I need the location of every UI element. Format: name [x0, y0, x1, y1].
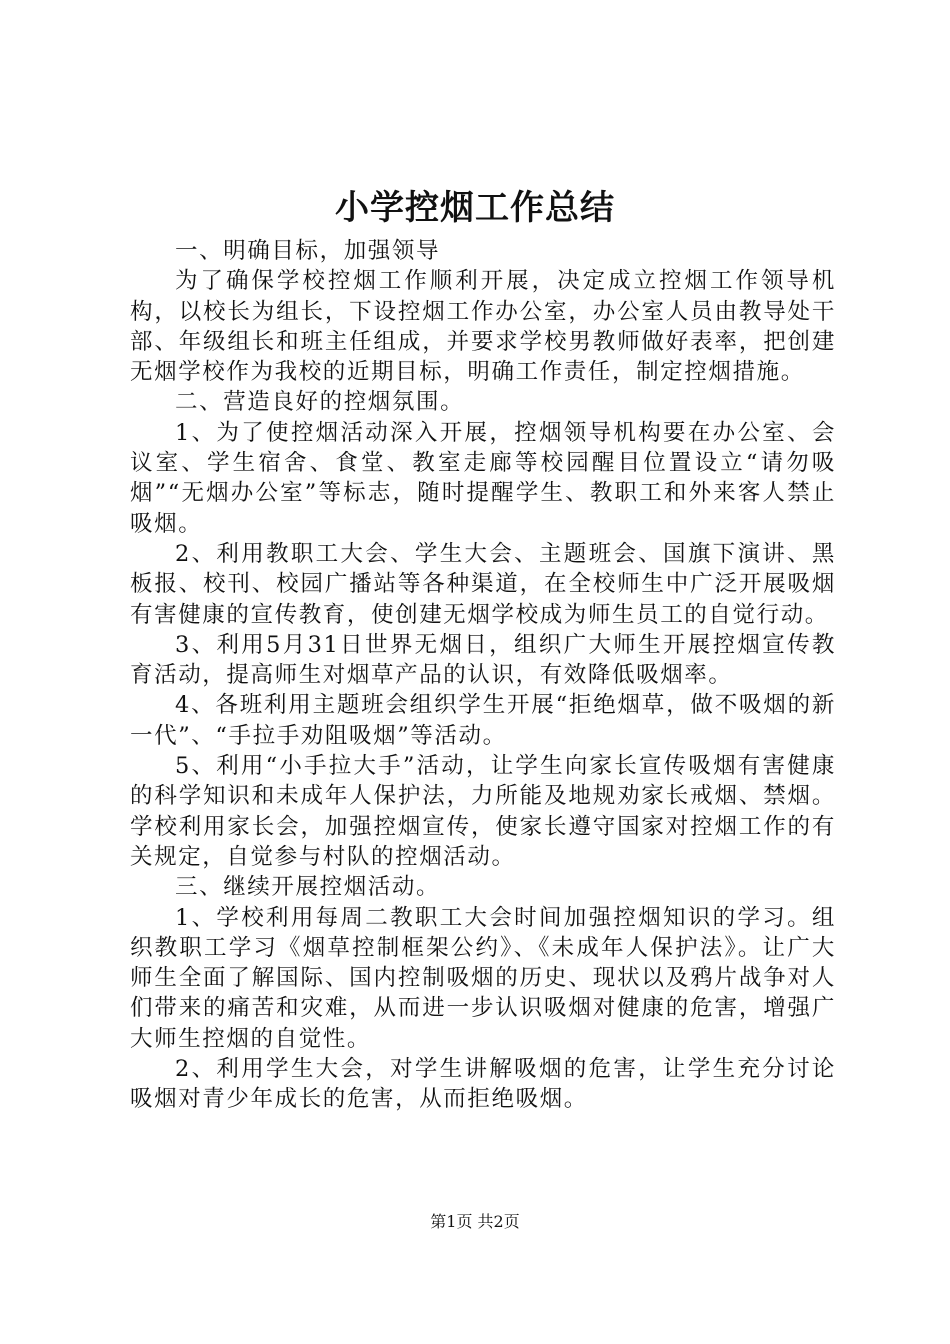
section-heading-1: 一、明确目标，加强领导	[175, 238, 441, 264]
paragraph-3-1: 1、学校利用每周二教职工大会时间加强控烟知识的学习。组织教职工学习《烟草控制框架公约》、《未成年人保护法》。让广大师生全面了解国际、国内控制吸烟的历史、现状以及鸦片战争对人们带来的痛苦和灾难，从而进一步认识吸烟对健康的危害，增强广大师生控烟的自觉性。	[130, 904, 836, 1052]
document-title: 小学控烟工作总结	[335, 188, 615, 228]
page-footer: 第1页 共2页	[430, 1212, 520, 1231]
paragraph-2-3: 3、利用5月31日世界无烟日，组织广大师生开展控烟宣传教育活动，提高师生对烟草产品的认识，有效降低吸烟率。	[130, 631, 836, 689]
paragraph-1: 为了确保学校控烟工作顺利开展，决定成立控烟工作领导机构，以校长为组长，下设控烟工作办公室，办公室人员由教导处干部、年级组长和班主任组成，并要求学校男教师做好表率，把创建无烟学校作为我校的近期目标，明确工作责任，制定控烟措施。	[130, 268, 836, 386]
paragraph-2-1: 1、为了使控烟活动深入开展，控烟领导机构要在办公室、会议室、学生宿舍、食堂、教室走廊等校园醒目位置设立“请勿吸烟”“无烟办公室”等标志，随时提醒学生、教职工和外来客人禁止吸烟。	[130, 419, 836, 537]
paragraph-2-5: 5、利用“小手拉大手”活动，让学生向家长宣传吸烟有害健康的科学知识和未成年人保护法，力所能及地规劝家长戒烟、禁烟。学校利用家长会，加强控烟宣传，使家长遵守国家对控烟工作的有关规定，自觉参与村队的控烟活动。	[130, 753, 836, 870]
paragraph-3-2: 2、利用学生大会，对学生讲解吸烟的危害，让学生充分讨论吸烟对青少年成长的危害，从而拒绝吸烟。	[130, 1056, 836, 1113]
paragraph-2-2: 2、利用教职工大会、学生大会、主题班会、国旗下演讲、黑板报、校刊、校园广播站等各种渠道，在全校师生中广泛开展吸烟有害健康的宣传教育，使创建无烟学校成为师生员工的自觉行动。	[130, 540, 836, 628]
section-heading-3: 三、继续开展控烟活动。	[175, 874, 441, 901]
paragraph-2-4: 4、各班利用主题班会组织学生开展“拒绝烟草，做不吸烟的新一代”、“手拉手劝阻吸烟”等活动。	[130, 692, 836, 749]
section-heading-2: 二、营造良好的控烟氛围。	[175, 389, 465, 416]
document-body	[130, 236, 836, 1115]
